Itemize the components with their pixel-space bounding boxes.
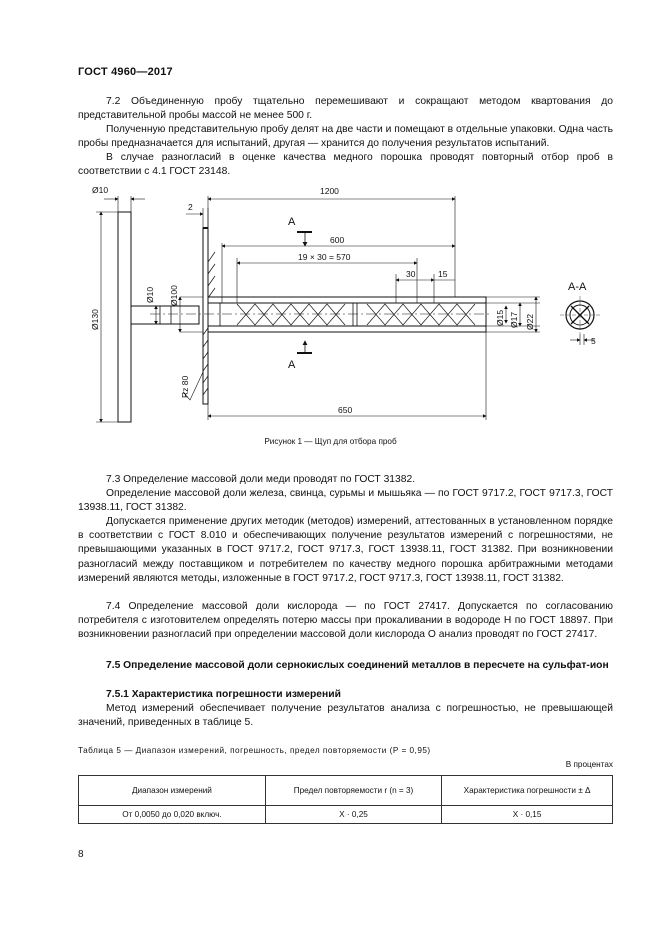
paragraph-other-methods: Допускается применение других методик (методов) измерений, аттестованных в установленном порядке в соответствии с ГОСТ 8.010 и обеспечивающих получение результатов измерений с погрешностями, не превышающими указанных в ГОСТ 9717.2, ГОСТ 9717.3, ГОСТ 13938.11, ГОСТ 31382. При возникновении разногласий между поставщиком и потребителем по качеству медного порошка арбитражными методами измерений являются методы, изложенные в ГОСТ 9717.2, ГОСТ 9717.3, ГОСТ 13938.11, ГОСТ 31382. — [78, 516, 613, 584]
paragraph-iron-lead: Определение массовой доли железа, свинца, сурьмы и мышьяка — по ГОСТ 9717.2, ГОСТ 9717.3, ГОСТ 13938.11, ГОСТ 31382. — [78, 488, 613, 514]
probe-drawing — [0, 180, 661, 435]
paragraph-sample-split: Полученную представительную пробу делят на две части и помещают в отдельные упаковки. Одна часть пробы предназначается для испытаний, другая — хранится до получения результатов испытаний. — [78, 124, 613, 150]
dim-570: 19 × 30 = 570 — [298, 252, 351, 262]
dim-d17: Ø17 — [509, 311, 519, 328]
page-number: 8 — [78, 849, 84, 860]
table-header: Предел повторяемости r (n = 3) — [265, 776, 441, 806]
paragraph-7-4: 7.4 Определение массовой доли кислорода — по ГОСТ 27417. Допускается по согласованию потребителя с изготовителем определять потерю массы при прокаливании в водороде Н по ГОСТ 18897. При возникновении разногласий при определении массовой доли кислорода О анализ проводят по ГОСТ 27417. — [78, 601, 613, 641]
table-header: Характеристика погрешности ± Δ — [442, 776, 613, 806]
outer-tube — [208, 297, 486, 332]
dim-650: 650 — [338, 405, 353, 415]
roughness-label: Rz 80 — [180, 375, 190, 398]
dim-5: 5 — [591, 336, 596, 346]
page-header: ГОСТ 4960—2017 — [78, 66, 173, 78]
table-caption: Таблица 5 — Диапазон измерений, погрешность, предел повторяемости (P = 0,95) — [78, 746, 431, 755]
table-row — [79, 806, 613, 824]
table-cell: X · 0,15 — [442, 806, 613, 824]
dim-600: 600 — [330, 235, 345, 245]
table-cell: X · 0,25 — [265, 806, 441, 824]
dim-d100: Ø100 — [169, 285, 179, 306]
heading-7-5-1: 7.5.1 Характеристика погрешности измерений — [106, 689, 341, 700]
dim-d22: Ø22 — [525, 313, 535, 330]
paragraph-7-2: 7.2 Объединенную пробу тщательно перемешивают и сокращают методом квартования до представительной пробы массой не менее 500 г. — [78, 96, 613, 122]
section-title: А-А — [568, 281, 587, 293]
table-cell: От 0,0050 до 0,020 включ. — [79, 806, 266, 824]
paragraph-method-accuracy: Метод измерений обеспечивает получение результатов анализа с погрешностью, не превышающей значений, приведенных в таблице 5. — [78, 703, 613, 729]
table-units: В процентах — [565, 760, 613, 769]
figure-caption: Рисунок 1 — Щуп для отбора проб — [264, 437, 397, 446]
dim-d10b: Ø10 — [145, 286, 155, 303]
dim-15: 15 — [438, 269, 448, 279]
dim-2: 2 — [188, 202, 193, 212]
heading-7-5: 7.5 Определение массовой доли сернокислых соединений металлов в пересчете на сульфат-ион — [106, 660, 609, 671]
table-5 — [78, 775, 613, 824]
dim-d130: Ø130 — [90, 309, 100, 330]
handle-rod — [131, 306, 199, 324]
section-mark-bottom: А — [288, 359, 296, 371]
dim-d10: Ø10 — [92, 185, 109, 195]
table-header: Диапазон измерений — [79, 776, 266, 806]
paragraph-disagreement: В случае разногласий в оценке качества медного порошка проводят повторный отбор проб в соответствии с 4.1 ГОСТ 23148. — [78, 152, 613, 178]
paragraph-7-3: 7.3 Определение массовой доли меди проводят по ГОСТ 31382. — [106, 474, 416, 485]
section-mark-top: А — [288, 216, 296, 228]
handle-disc — [118, 212, 131, 422]
dim-1200: 1200 — [320, 186, 339, 196]
dim-30: 30 — [406, 269, 416, 279]
dim-d15: Ø15 — [495, 309, 505, 326]
